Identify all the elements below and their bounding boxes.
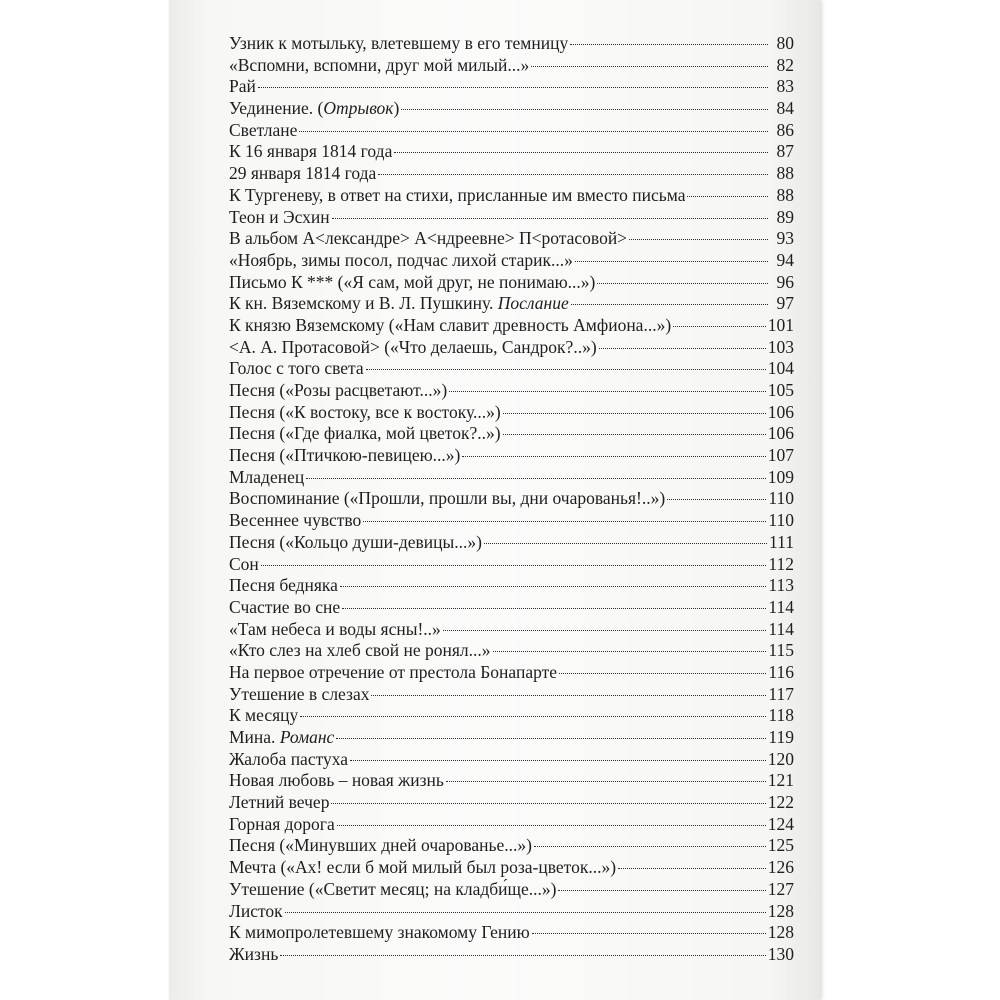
toc-entry-title: Жизнь (229, 943, 279, 964)
toc-entry-title: Песня («Розы расцветают...») (229, 380, 448, 400)
toc-page-number: 104 (767, 358, 794, 379)
toc-page-number: 125 (767, 835, 794, 856)
toc-entry-title: В альбом А<лександре> А<ндреевне> П<ротасовой> (229, 228, 628, 249)
toc-dot-leader (378, 174, 768, 175)
toc-page-number: 97 (776, 293, 794, 314)
toc-entry-title: Весеннее чувство (229, 510, 362, 531)
toc-entry (229, 727, 794, 749)
toc-entry (229, 901, 794, 923)
toc-entry (229, 835, 794, 857)
toc-page-number: 118 (768, 705, 794, 726)
toc-page-number: 110 (768, 488, 794, 509)
toc-dot-leader (570, 44, 768, 45)
table-of-contents (229, 33, 794, 966)
toc-entry (229, 879, 794, 901)
toc-entry (229, 185, 794, 207)
toc-entry (229, 423, 794, 445)
toc-dot-leader (597, 283, 768, 284)
toc-entry (229, 402, 794, 424)
toc-entry (229, 684, 794, 706)
toc-dot-leader (559, 673, 766, 674)
toc-page-number: 106 (767, 423, 794, 444)
toc-entry (229, 488, 794, 510)
toc-entry-title: Горная дорога (229, 813, 335, 834)
toc-dot-leader (571, 304, 768, 305)
toc-page-number: 80 (776, 33, 794, 53)
toc-entry (229, 532, 794, 554)
toc-entry (229, 380, 794, 402)
toc-page-number: 82 (776, 54, 794, 75)
toc-entry-title: Светлане (229, 119, 298, 140)
toc-entry (229, 575, 794, 597)
toc-dot-leader (673, 326, 766, 327)
toc-entry-title: Голос с того света (229, 358, 364, 379)
toc-page-number: 107 (767, 445, 794, 466)
toc-page-number: 128 (767, 922, 794, 943)
toc-entry-title: Сон (229, 553, 259, 574)
toc-dot-leader (342, 608, 766, 609)
toc-dot-leader (258, 87, 768, 88)
toc-page-number: 105 (767, 380, 794, 400)
toc-entry (229, 792, 794, 814)
toc-entry (229, 445, 794, 467)
toc-dot-leader (493, 651, 767, 652)
toc-dot-leader (331, 803, 765, 804)
toc-page-number: 124 (767, 813, 794, 834)
toc-page-number: 106 (767, 401, 794, 422)
toc-entry-title: Песня бедняка (229, 575, 338, 596)
toc-page-number: 110 (768, 510, 794, 531)
toc-page-number: 121 (767, 770, 794, 791)
toc-page-number: 101 (767, 314, 794, 335)
toc-entry (229, 293, 794, 315)
toc-entry (229, 207, 794, 229)
toc-dot-leader (261, 565, 767, 566)
toc-entry-title: 29 января 1814 года (229, 163, 377, 184)
toc-entry-title: Песня («К востоку, все к востоку...») (229, 401, 501, 422)
toc-page-number: 88 (776, 163, 794, 184)
toc-entry (229, 944, 794, 966)
toc-dot-leader (558, 890, 765, 891)
toc-dot-leader (667, 499, 766, 500)
toc-page-number: 87 (776, 141, 794, 162)
toc-dot-leader (363, 521, 766, 522)
toc-entry (229, 163, 794, 185)
toc-page-number: 115 (768, 640, 794, 661)
toc-entry (229, 272, 794, 294)
toc-page-number: 94 (776, 249, 794, 270)
toc-entry (229, 315, 794, 337)
toc-entry (229, 922, 794, 944)
toc-entry (229, 76, 794, 98)
toc-page-number: 86 (776, 119, 794, 140)
toc-dot-leader (446, 781, 766, 782)
toc-page-number: 84 (776, 98, 794, 119)
toc-entry-title: Песня («Кольцо души-девицы...») (229, 531, 482, 552)
toc-page-number: 103 (767, 336, 794, 357)
toc-entry (229, 250, 794, 272)
toc-dot-leader (531, 66, 768, 67)
toc-entry (229, 554, 794, 576)
toc-dot-leader (306, 478, 766, 479)
toc-page-number: 114 (768, 596, 794, 617)
toc-page-number: 120 (767, 748, 794, 769)
toc-dot-leader (371, 695, 766, 696)
toc-page-number: 117 (768, 683, 794, 704)
toc-entry (229, 857, 794, 879)
toc-page-number: 88 (776, 184, 794, 205)
toc-page-number: 114 (768, 618, 794, 639)
toc-entry (229, 337, 794, 359)
toc-entry-title: Песня («Где фиалка, мой цветок?..») (229, 423, 501, 444)
toc-dot-leader (366, 369, 766, 370)
toc-dot-leader (462, 456, 765, 457)
toc-dot-leader (629, 239, 768, 240)
toc-entry-title: Листок (229, 900, 283, 921)
toc-dot-leader (443, 630, 767, 631)
toc-entry (229, 770, 794, 792)
toc-entry-title: Уединение. (Отрывок) (229, 98, 400, 119)
toc-page-number: 127 (767, 878, 794, 899)
toc-entry-title: <А. А. Протасовой> («Что делаешь, Сандрок?..») (229, 336, 597, 357)
toc-dot-leader (534, 846, 766, 847)
toc-entry-title: «Ноябрь, зимы посол, подчас лихой старик...» (229, 249, 573, 270)
toc-page-number: 126 (767, 857, 794, 878)
toc-entry-title: Летний вечер (229, 792, 330, 813)
toc-entry (229, 98, 794, 120)
toc-dot-leader (285, 912, 766, 913)
toc-page-number: 116 (768, 661, 794, 682)
toc-dot-leader (336, 738, 766, 739)
toc-entry (229, 597, 794, 619)
toc-dot-leader (299, 131, 768, 132)
toc-entry (229, 705, 794, 727)
toc-dot-leader (575, 261, 768, 262)
toc-dot-leader (280, 955, 765, 956)
toc-page-number: 130 (767, 943, 794, 964)
toc-entry-title: Узник к мотыльку, влетевшему в его темницу (229, 33, 569, 53)
toc-entry-title: К князю Вяземскому («Нам славит древность Амфиона...») (229, 314, 672, 335)
toc-entry-title: На первое отречение от престола Бонапарте (229, 661, 558, 682)
toc-entry-title: Теон и Эсхин (229, 206, 330, 227)
toc-dot-leader (394, 152, 768, 153)
toc-entry-title: Мина. Романс (229, 727, 335, 747)
toc-entry-title: К кн. Вяземскому и В. Л. Пушкину. Послание (229, 293, 569, 314)
toc-page-number: 113 (768, 575, 794, 596)
toc-entry-title: Младенец (229, 466, 305, 487)
toc-entry (229, 510, 794, 532)
toc-entry-title: Мечта («Ах! если б мой милый был роза-цветок...») (229, 857, 617, 878)
toc-entry-title: Рай (229, 76, 256, 97)
toc-dot-leader (340, 586, 766, 587)
toc-entry-title: К месяцу (229, 705, 299, 726)
toc-dot-leader (503, 413, 766, 414)
toc-dot-leader (503, 434, 766, 435)
toc-entry (229, 640, 794, 662)
toc-dot-leader (401, 109, 768, 110)
toc-page-number: 122 (767, 792, 794, 813)
toc-entry-title: К Тургеневу, в ответ на стихи, присланные им вместо письма (229, 184, 686, 205)
toc-page-number: 96 (776, 271, 794, 292)
toc-entry-title: Жалоба пастуха (229, 748, 349, 769)
toc-dot-leader (599, 348, 766, 349)
toc-page-number: 89 (776, 206, 794, 227)
toc-entry-title: «Кто слез на хлеб свой не ронял...» (229, 640, 491, 661)
toc-dot-leader (332, 218, 768, 219)
toc-entry (229, 228, 794, 250)
toc-entry (229, 120, 794, 142)
toc-entry (229, 749, 794, 771)
toc-dot-leader (618, 868, 766, 869)
toc-entry-title: К 16 января 1814 года (229, 141, 393, 162)
toc-entry (229, 55, 794, 77)
toc-entry-title: «Вспомни, вспомни, друг мой милый...» (229, 54, 530, 75)
toc-page-number: 112 (768, 553, 794, 574)
toc-entry-title: Утешение («Светит месяц; на кладби́ще...») (229, 878, 557, 899)
toc-dot-leader (687, 196, 768, 197)
toc-entry (229, 141, 794, 163)
toc-entry-title: Воспоминание («Прошли, прошли вы, дни очарованья!..») (229, 488, 666, 509)
toc-entry (229, 619, 794, 641)
toc-entry-title: Письмо К *** («Я сам, мой друг, не понимаю...») (229, 271, 596, 292)
toc-page-number: 109 (767, 466, 794, 487)
toc-page-number: 119 (768, 727, 794, 747)
toc-dot-leader (300, 716, 766, 717)
toc-page-number: 83 (776, 76, 794, 97)
toc-entry-title: Счастие во сне (229, 596, 341, 617)
toc-entry-title: «Там небеса и воды ясны!..» (229, 618, 441, 639)
toc-entry (229, 33, 794, 55)
toc-dot-leader (484, 543, 767, 544)
toc-entry (229, 662, 794, 684)
toc-dot-leader (449, 391, 766, 392)
toc-entry-title: К мимопролетевшему знакомому Гению (229, 922, 530, 943)
toc-entry-title: Утешение в слезах (229, 683, 370, 704)
toc-dot-leader (350, 760, 766, 761)
toc-entry-title: Песня («Птичкою-певицею...») (229, 445, 461, 466)
toc-entry-title: Песня («Минувших дней очарованье...») (229, 835, 533, 856)
toc-page-number: 111 (769, 531, 794, 552)
toc-dot-leader (532, 933, 766, 934)
toc-entry (229, 358, 794, 380)
toc-entry-title: Новая любовь – новая жизнь (229, 770, 444, 791)
toc-page-number: 128 (767, 900, 794, 921)
toc-page-number: 93 (776, 228, 794, 249)
toc-entry (229, 467, 794, 489)
toc-entry (229, 814, 794, 836)
toc-dot-leader (337, 825, 766, 826)
